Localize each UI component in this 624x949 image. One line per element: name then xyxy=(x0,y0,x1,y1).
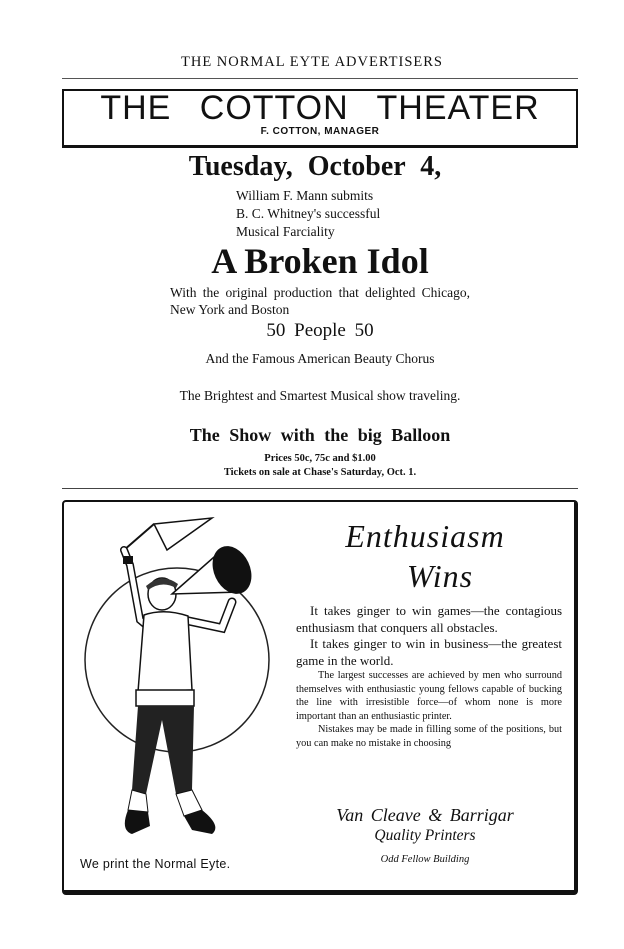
illustration-caption: We print the Normal Eyte. xyxy=(80,857,231,871)
prices: Prices 50c, 75c and $1.00 xyxy=(264,453,376,464)
theater-name: THE COTTON THEATER xyxy=(100,89,540,127)
event-presenters xyxy=(236,187,380,241)
printer-name: Van Cleave & Barrigar xyxy=(336,805,514,825)
ad-headline: Enthusiasm xyxy=(345,518,505,554)
ad-paragraph: The largest successes are achieved by men who surround themselves with enthusiastic young fellows capable of bucking the line with irresistible force—of whom none is more important than an enthusiastic printer. xyxy=(296,670,562,722)
divider xyxy=(62,488,578,489)
ad-paragraph: It takes ginger to win games—the contagious enthusiasm that conquers all obstacles. xyxy=(296,603,562,635)
chorus-text: And the Famous American Beauty Chorus xyxy=(205,351,435,366)
printer-tagline: Quality Printers xyxy=(374,827,476,844)
megaphone-man-illustration xyxy=(72,510,287,850)
presenter-line: William F. Mann submits xyxy=(236,188,374,203)
ticket-sale: Tickets on sale at Chase's Saturday, Oct. 1. xyxy=(223,467,417,478)
theater-manager: F. COTTON, MANAGER xyxy=(260,126,380,137)
presenter-line: Musical Farciality xyxy=(236,224,335,239)
event-date: Tuesday, October 4, xyxy=(188,151,442,182)
ad-paragraph: It takes ginger to win in business—the greatest game in the world. xyxy=(296,636,562,668)
production-text: With the original production that delighted Chicago, New York and Boston xyxy=(170,285,470,317)
ad-body xyxy=(296,603,562,751)
show-tagline: The Show with the big Balloon xyxy=(189,425,451,445)
presenter-line: B. C. Whitney's successful xyxy=(236,206,381,221)
running-head: THE NORMAL EYTE ADVERTISERS xyxy=(180,54,444,70)
ticket-info xyxy=(170,452,470,480)
theater-header-box xyxy=(62,89,578,148)
printer-signature xyxy=(290,805,560,865)
printer-address: Odd Fellow Building xyxy=(380,854,470,865)
ad-paragraph: Nistakes may be made in filling some of the positions, but you can make no mistake in choosing xyxy=(296,724,562,749)
show-description: The Brightest and Smartest Musical show traveling. xyxy=(179,388,461,403)
show-title: A Broken Idol xyxy=(211,241,429,281)
ad-headline: Wins xyxy=(406,558,474,594)
cast-size: 50 People 50 xyxy=(266,320,374,341)
divider xyxy=(62,78,578,79)
